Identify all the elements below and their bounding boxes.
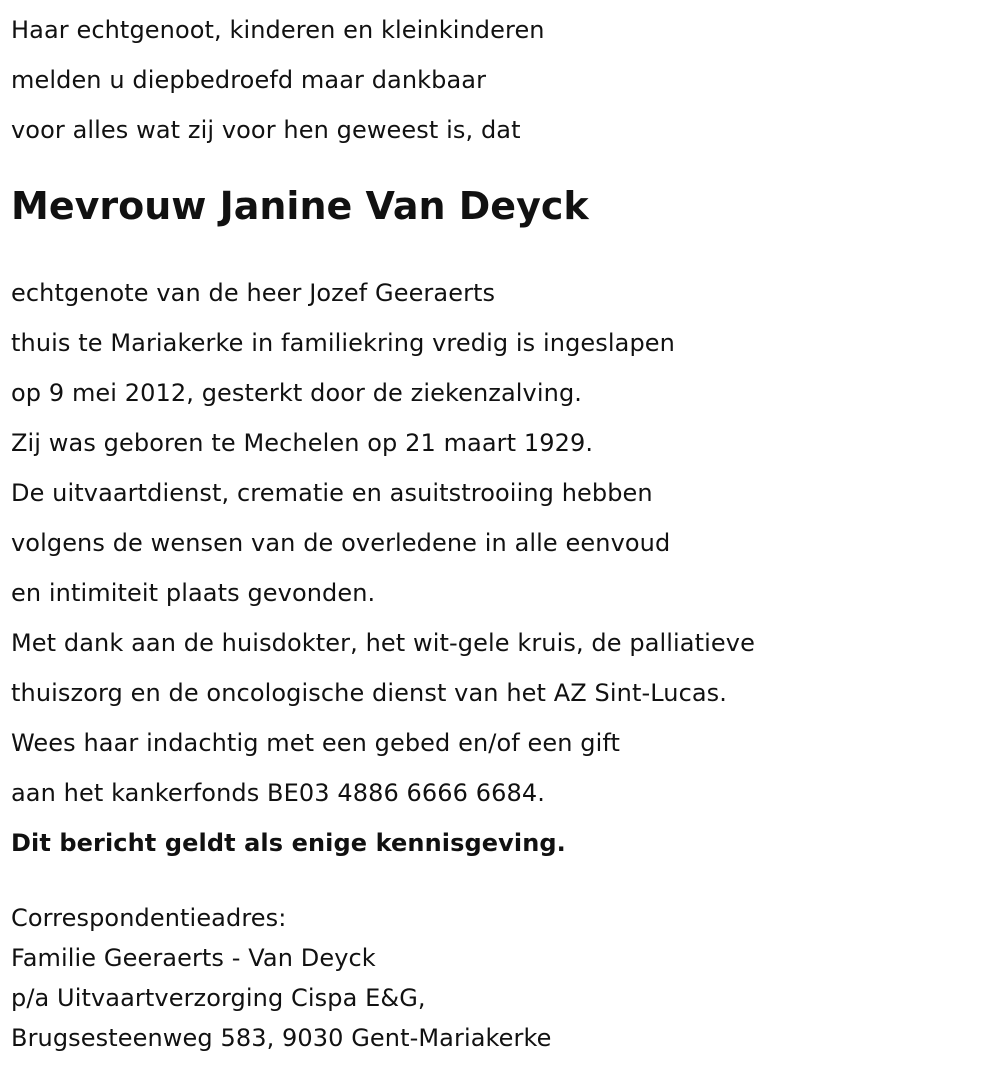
notice-statement: Dit bericht geldt als enige kennisgeving. <box>11 829 566 857</box>
body-line: Met dank aan de huisdokter, het wit-gele kruis, de palliatieve <box>11 629 755 657</box>
body-line: thuiszorg en de oncologische dienst van het AZ Sint-Lucas. <box>11 679 728 707</box>
body-line: volgens de wensen van de overledene in alle eenvoud <box>11 529 671 557</box>
body-line: Wees haar indachtig met een gebed en/of een gift <box>11 729 621 757</box>
correspondence-address <box>11 898 552 1058</box>
address-line: Familie Geeraerts - Van Deyck <box>11 944 376 972</box>
intro-line: Haar echtgenoot, kinderen en kleinkinderen <box>11 16 545 44</box>
notice-body <box>11 268 755 868</box>
body-line: thuis te Mariakerke in familiekring vredig is ingeslapen <box>11 329 675 357</box>
body-line: aan het kankerfonds BE03 4886 6666 6684. <box>11 779 545 807</box>
intro-line: voor alles wat zij voor hen geweest is, dat <box>11 116 521 144</box>
deceased-name: Mevrouw Janine Van Deyck <box>11 184 589 228</box>
body-line: echtgenote van de heer Jozef Geeraerts <box>11 279 496 307</box>
body-line: en intimiteit plaats gevonden. <box>11 579 376 607</box>
body-line: Zij was geboren te Mechelen op 21 maart 1929. <box>11 429 594 457</box>
address-line: p/a Uitvaartverzorging Cispa E&G, <box>11 984 426 1012</box>
body-line: De uitvaartdienst, crematie en asuitstrooiing hebben <box>11 479 653 507</box>
body-line: op 9 mei 2012, gesterkt door de ziekenzalving. <box>11 379 583 407</box>
intro-line: melden u diepbedroefd maar dankbaar <box>11 66 487 94</box>
address-line: Brugsesteenweg 583, 9030 Gent-Mariakerke <box>11 1024 552 1052</box>
intro-paragraph <box>11 5 545 155</box>
address-heading: Correspondentieadres: <box>11 904 287 932</box>
